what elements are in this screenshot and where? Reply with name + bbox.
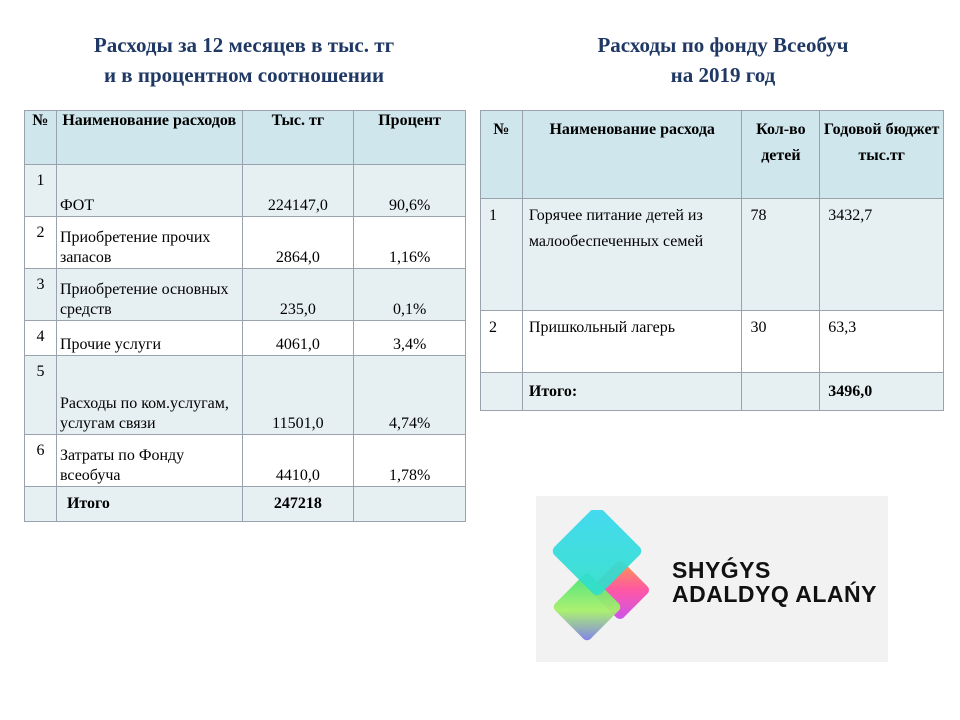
table-row <box>25 356 466 435</box>
row-amount: 4061,0 <box>242 321 354 356</box>
header-name: Наименование расхода <box>522 111 742 199</box>
right-table-title <box>480 30 960 90</box>
row-percent: 4,74% <box>354 356 466 435</box>
row-name: Горячее питание детей из малообеспеченных семей <box>522 199 742 311</box>
table-row <box>25 269 466 321</box>
table-row <box>25 217 466 269</box>
row-num: 2 <box>25 217 57 269</box>
row-budget: 63,3 <box>820 311 944 373</box>
total-budget: 3496,0 <box>820 373 944 411</box>
row-num: 1 <box>25 165 57 217</box>
table-header-row <box>25 111 466 165</box>
row-name: Приобретение основных средств <box>56 269 242 321</box>
row-amount: 11501,0 <box>242 356 354 435</box>
row-name: Расходы по ком.услугам, услугам связи <box>56 356 242 435</box>
row-amount: 2864,0 <box>242 217 354 269</box>
row-amount: 224147,0 <box>242 165 354 217</box>
header-percent: Процент <box>354 111 466 165</box>
table-row <box>25 321 466 356</box>
row-name: Пришкольный лагерь <box>522 311 742 373</box>
logo-text <box>672 558 877 606</box>
header-num: № <box>481 111 523 199</box>
row-budget: 3432,7 <box>820 199 944 311</box>
total-num-cell <box>481 373 523 411</box>
row-count: 30 <box>742 311 820 373</box>
total-percent-cell <box>354 487 466 522</box>
table-row <box>25 435 466 487</box>
logo-mark-icon <box>550 510 670 646</box>
row-num: 2 <box>481 311 523 373</box>
row-count: 78 <box>742 199 820 311</box>
row-percent: 1,78% <box>354 435 466 487</box>
row-num: 4 <box>25 321 57 356</box>
total-num-cell <box>25 487 57 522</box>
row-name: ФОТ <box>56 165 242 217</box>
row-amount: 4410,0 <box>242 435 354 487</box>
left-title-line1: Расходы за 12 месяцев в тыс. тг <box>93 33 395 57</box>
header-name: Наименование расходов <box>56 111 242 165</box>
logo-panel <box>536 496 888 662</box>
vseobuch-table <box>480 110 944 411</box>
right-title-line1: Расходы по фонду Всеобуч <box>597 33 849 57</box>
row-name: Приобретение прочих запасов <box>56 217 242 269</box>
row-name: Затраты по Фонду всеобуча <box>56 435 242 487</box>
row-amount: 235,0 <box>242 269 354 321</box>
total-label: Итого: <box>522 373 742 411</box>
logo-text-line1: SHYǴYS <box>672 557 771 583</box>
table-header-row <box>481 111 944 199</box>
table-row <box>481 199 944 311</box>
row-percent: 3,4% <box>354 321 466 356</box>
row-percent: 0,1% <box>354 269 466 321</box>
table-row <box>481 311 944 373</box>
header-num: № <box>25 111 57 165</box>
left-table-title <box>20 30 468 90</box>
row-num: 1 <box>481 199 523 311</box>
left-title-line2: и в процентном соотношении <box>103 63 385 87</box>
header-amount: Тыс. тг <box>242 111 354 165</box>
row-num: 6 <box>25 435 57 487</box>
row-num: 5 <box>25 356 57 435</box>
total-row <box>25 487 466 522</box>
row-num: 3 <box>25 269 57 321</box>
header-budget: Годовой бюджет тыс.тг <box>820 111 944 199</box>
total-count-cell <box>742 373 820 411</box>
total-row <box>481 373 944 411</box>
row-percent: 90,6% <box>354 165 466 217</box>
total-label: Итого <box>56 487 242 522</box>
right-title-line2: на 2019 год <box>670 63 776 87</box>
row-name: Прочие услуги <box>56 321 242 356</box>
total-amount: 247218 <box>242 487 354 522</box>
row-percent: 1,16% <box>354 217 466 269</box>
expenses-table <box>24 110 466 522</box>
logo-text-line2: ADALDYQ ALAŃY <box>672 581 877 607</box>
header-count: Кол-во детей <box>742 111 820 199</box>
table-row <box>25 165 466 217</box>
